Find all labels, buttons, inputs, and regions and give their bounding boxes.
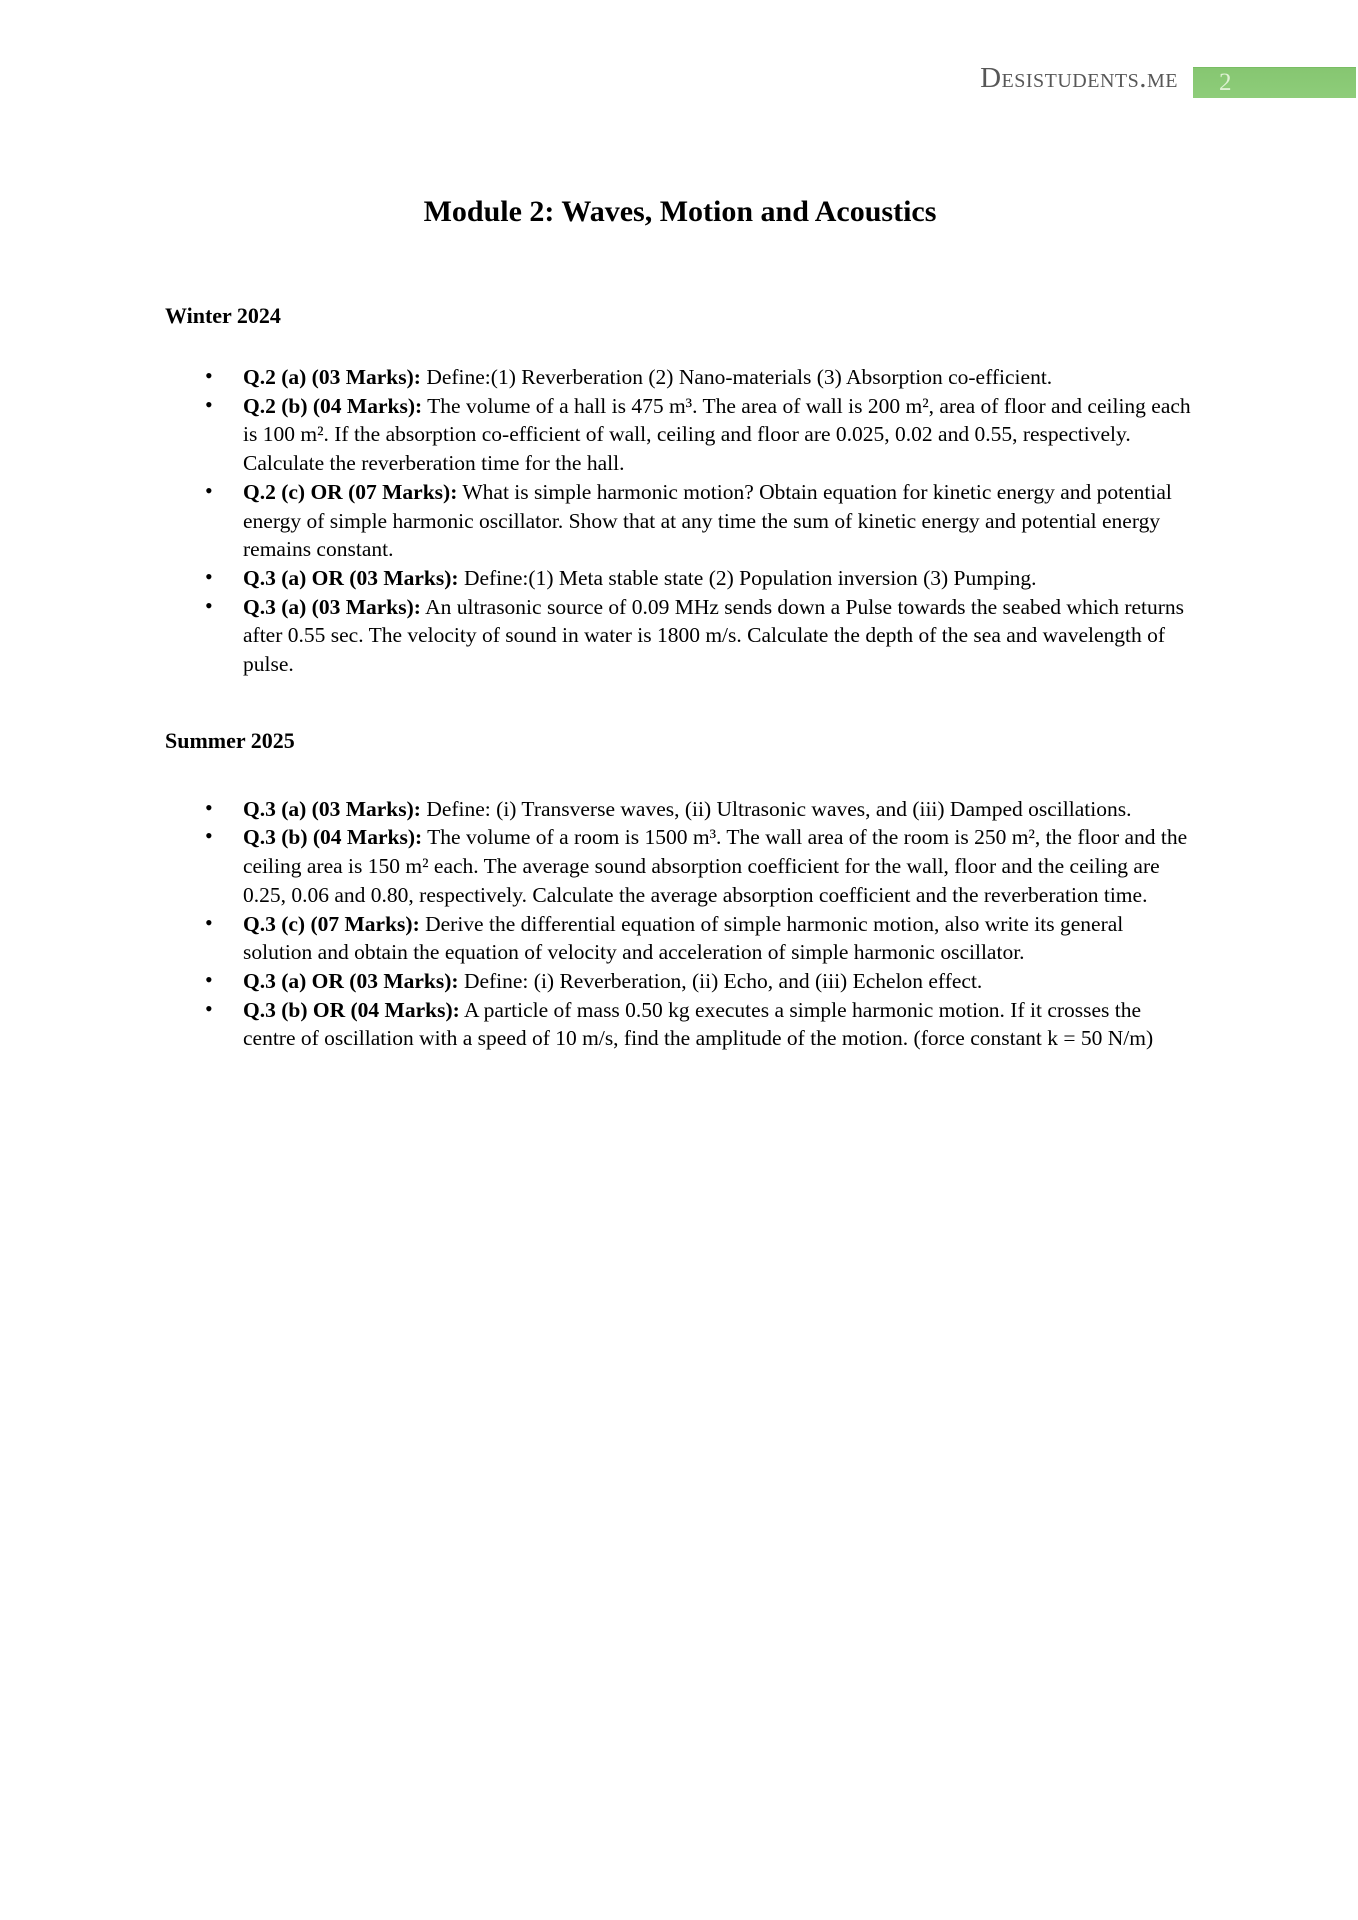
- site-name: Desistudents.me: [980, 62, 1178, 94]
- sections-container: [165, 303, 1195, 1053]
- question-label: Q.3 (a) OR (03 Marks):: [243, 565, 459, 590]
- section-heading: Summer 2025: [165, 727, 295, 753]
- question-label: Q.3 (a) OR (03 Marks):: [243, 968, 459, 993]
- question-item: [165, 363, 1195, 392]
- question-item: [165, 795, 1195, 824]
- bullet-icon: •: [205, 592, 213, 618]
- question-item: [165, 392, 1195, 478]
- bullet-icon: •: [205, 363, 213, 388]
- bullet-icon: •: [205, 823, 213, 849]
- question-label: Q.2 (b) (04 Marks):: [243, 393, 423, 418]
- question-label: Q.3 (b) (04 Marks):: [243, 825, 423, 850]
- question-item: [165, 967, 1195, 996]
- question-text: The volume of a room is 1500 m³. The wall area of the room is 250 m², the floor and the ceiling area is 150 m² each. The average sound absorption coefficient for the wall, floor and the ceiling are 0.25, 0.06 and 0.80, respectively. Calculate the average absorption coefficient and the reverberation time.: [243, 825, 1188, 907]
- question-item: [165, 478, 1195, 564]
- bullet-icon: •: [205, 477, 213, 503]
- question-text: The volume of a hall is 475 m³. The area of wall is 200 m², area of floor and ceiling each is 100 m². If the absorption co-efficient of wall, ceiling and floor are 0.025, 0.02 and 0.55, respectively. Calculate the reverberation time for the hall.: [243, 393, 1191, 476]
- question-text: Define: (i) Transverse waves, (ii) Ultrasonic waves, and (iii) Damped oscillations.: [426, 796, 1132, 821]
- bullet-icon: •: [205, 909, 213, 935]
- question-list: [165, 795, 1195, 1053]
- exam-section: [165, 303, 1195, 679]
- question-text: Define: (i) Reverberation, (ii) Echo, and (iii) Echelon effect.: [463, 968, 983, 993]
- bullet-icon: •: [205, 794, 213, 820]
- question-text: Derive the differential equation of simple harmonic motion, also write its general solution and obtain the equation of velocity and acceleration of simple harmonic oscillator.: [243, 911, 1124, 965]
- bullet-icon: •: [205, 391, 213, 417]
- question-label: Q.3 (c) (07 Marks):: [243, 911, 420, 936]
- bullet-icon: •: [205, 966, 213, 992]
- question-text: What is simple harmonic motion? Obtain equation for kinetic energy and potential energy of simple harmonic oscillator. Show that at any time the sum of kinetic energy and potential energy remains constant.: [243, 479, 1172, 562]
- question-label: Q.2 (c) OR (07 Marks):: [243, 479, 458, 504]
- question-item: [165, 593, 1195, 679]
- bullet-icon: •: [205, 995, 213, 1021]
- question-text: An ultrasonic source of 0.09 MHz sends down a Pulse towards the seabed which returns after 0.55 sec. The velocity of sound in water is 1800 m/s. Calculate the depth of the sea and wavelength of pulse.: [243, 594, 1185, 677]
- page-number: 2: [1219, 69, 1232, 96]
- section-heading: Winter 2024: [165, 303, 281, 328]
- question-item: [165, 910, 1195, 967]
- page-number-badge: [1193, 67, 1356, 98]
- question-text: A particle of mass 0.50 kg executes a simple harmonic motion. If it crosses the centre of oscillation with a speed of 10 m/s, find the amplitude of the motion. (force constant k = 50 N/m): [243, 997, 1154, 1051]
- question-label: Q.2 (a) (03 Marks):: [243, 365, 421, 389]
- question-label: Q.3 (a) (03 Marks):: [243, 796, 421, 821]
- question-text: Define:(1) Reverberation (2) Nano-materials (3) Absorption co-efficient.: [426, 365, 1053, 389]
- question-item: [165, 823, 1195, 909]
- exam-section: [165, 728, 1195, 1053]
- page-title: Module 2: Waves, Motion and Acoustics: [423, 195, 937, 228]
- question-label: Q.3 (a) (03 Marks):: [243, 594, 421, 619]
- question-item: [165, 564, 1195, 593]
- question-item: [165, 996, 1195, 1053]
- question-label: Q.3 (b) OR (04 Marks):: [243, 997, 460, 1022]
- bullet-icon: •: [205, 563, 213, 589]
- question-text: Define:(1) Meta stable state (2) Population inversion (3) Pumping.: [463, 565, 1037, 590]
- question-list: [165, 363, 1195, 679]
